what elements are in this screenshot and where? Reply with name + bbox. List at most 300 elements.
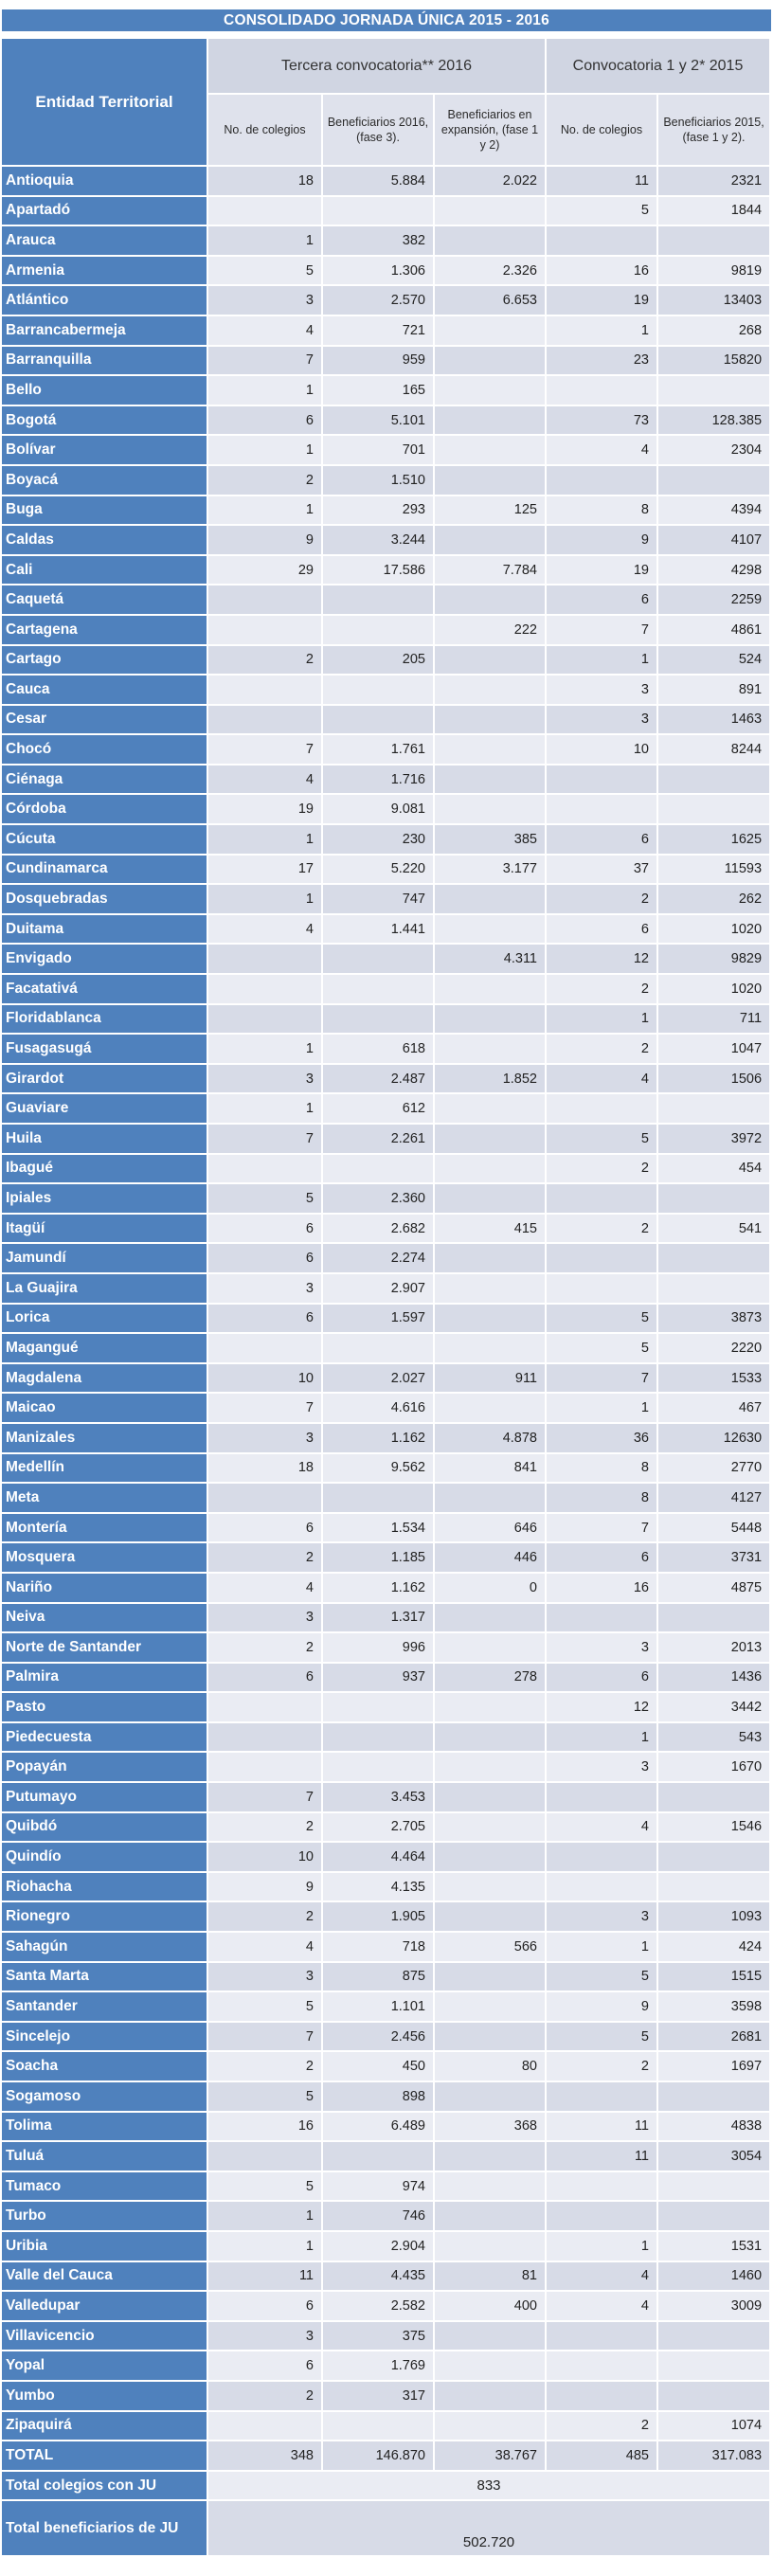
cell-beneficiarios-expansion [435,2202,545,2230]
cell-beneficiarios-2015: 467 [658,1394,769,1422]
cell-colegios-2015: 2 [547,1215,656,1243]
cell-beneficiarios-expansion: 646 [435,1514,545,1542]
table-row [2,585,769,614]
cell-beneficiarios-2015 [658,1783,769,1811]
cell-colegios-2016: 9 [208,526,321,554]
entity-name-cell: Sogamoso [2,2082,207,2111]
cell-colegios-2015: 7 [547,1514,656,1542]
cell-colegios-2015 [547,2172,656,2201]
cell-colegios-2015: 37 [547,856,656,884]
entity-name-cell: Valle del Cauca [2,2262,207,2291]
cell-beneficiarios-2016 [323,585,433,614]
cell-beneficiarios-2015 [658,1274,769,1303]
table-row [2,1873,769,1901]
cell-colegios-2016: 2 [208,466,321,495]
cell-beneficiarios-2015: 15820 [658,347,769,375]
entity-name-cell: Putumayo [2,1783,207,1811]
column-header-no-colegios-2016: No. de colegios [208,95,321,165]
cell-beneficiarios-2016: 612 [323,1094,433,1123]
cell-colegios-2016: 1 [208,1094,321,1123]
entity-name-cell: Chocó [2,735,207,764]
table-row [2,915,769,944]
cell-beneficiarios-expansion [435,975,545,1003]
cell-colegios-2016 [208,1484,321,1512]
cell-colegios-2015: 7 [547,616,656,644]
total-colegios-ju-row [2,2472,769,2500]
cell-colegios-2015: 4 [547,2262,656,2291]
entity-name-cell: Zipaquirá [2,2412,207,2441]
cell-colegios-2015 [547,1274,656,1303]
cell-beneficiarios-2015: 2681 [658,2023,769,2051]
cell-colegios-2016: 3 [208,1065,321,1093]
cell-beneficiarios-expansion: 4.878 [435,1424,545,1452]
entity-name-cell: Magangué [2,1334,207,1362]
entity-name-cell: Dosquebradas [2,885,207,913]
cell-beneficiarios-expansion [435,1125,545,1153]
table-row [2,466,769,495]
table-row [2,1543,769,1572]
cell-beneficiarios-2015: 262 [658,885,769,913]
cell-beneficiarios-2016: 5.101 [323,406,433,435]
cell-beneficiarios-2016: 382 [323,226,433,255]
cell-beneficiarios-2016 [323,1334,433,1362]
cell-beneficiarios-expansion [435,1244,545,1272]
cell-colegios-2016: 2 [208,1543,321,1572]
cell-colegios-2016: 6 [208,406,321,435]
cell-colegios-2016: 1 [208,2202,321,2230]
cell-colegios-2015 [547,1094,656,1123]
cell-beneficiarios-2016: 718 [323,1933,433,1961]
column-header-beneficiarios-expansion: Beneficiarios en expansión, (fase 1 y 2) [435,95,545,165]
cell-beneficiarios-expansion [435,406,545,435]
cell-beneficiarios-2016: 4.135 [323,1873,433,1901]
cell-colegios-2016: 5 [208,2172,321,2201]
cell-beneficiarios-2015: 2304 [658,436,769,464]
cell-colegios-2016: 2 [208,1813,321,1842]
cell-beneficiarios-expansion [435,1035,545,1063]
entity-name-cell: Cartagena [2,616,207,644]
cell-beneficiarios-expansion [435,2023,545,2051]
cell-beneficiarios-2016: 375 [323,2322,433,2351]
entity-name-cell: Floridablanca [2,1005,207,1034]
cell-beneficiarios-2015: 3009 [658,2292,769,2320]
cell-beneficiarios-expansion: 7.784 [435,556,545,585]
cell-colegios-2016 [208,1005,321,1034]
table-row [2,706,769,734]
table-row [2,1604,769,1632]
cell-beneficiarios-2015: 2013 [658,1633,769,1662]
cell-colegios-2016 [208,2412,321,2441]
cell-beneficiarios-2015: 891 [658,676,769,704]
table-row [2,2172,769,2201]
entity-name-cell: Facatativá [2,975,207,1003]
cell-beneficiarios-expansion [435,347,545,375]
cell-colegios-2016: 6 [208,1244,321,1272]
cell-beneficiarios-2015 [658,1184,769,1213]
entity-name-cell: Fusagasugá [2,1035,207,1063]
cell-beneficiarios-2015 [658,2082,769,2111]
table-row [2,1334,769,1362]
cell-beneficiarios-expansion [435,526,545,554]
cell-beneficiarios-2016: 5.220 [323,856,433,884]
cell-beneficiarios-2016 [323,2412,433,2441]
cell-beneficiarios-2015: 1670 [658,1753,769,1781]
total-beneficiarios-2016: 146.870 [323,2441,433,2470]
table-row [2,735,769,764]
entity-name-cell: Apartadó [2,197,207,225]
cell-beneficiarios-expansion: 385 [435,825,545,854]
entity-name-cell: Nariño [2,1574,207,1602]
cell-beneficiarios-2015 [658,1604,769,1632]
cell-beneficiarios-expansion: 278 [435,1664,545,1692]
table-row [2,1693,769,1721]
cell-colegios-2015 [547,1604,656,1632]
cell-beneficiarios-expansion [435,1873,545,1901]
cell-beneficiarios-expansion [435,2082,545,2111]
cell-beneficiarios-2015: 3054 [658,2142,769,2171]
entity-name-cell: Turbo [2,2202,207,2230]
cell-colegios-2015 [547,766,656,794]
entity-name-cell: Barranquilla [2,347,207,375]
cell-beneficiarios-2015: 1460 [658,2262,769,2291]
cell-beneficiarios-2016: 230 [323,825,433,854]
table-row [2,2082,769,2111]
cell-colegios-2015 [547,2322,656,2351]
cell-colegios-2015 [547,1184,656,1213]
cell-colegios-2015: 5 [547,1963,656,1991]
cell-colegios-2015: 2 [547,2052,656,2081]
table-title [2,9,771,31]
cell-beneficiarios-2015 [658,2382,769,2410]
cell-beneficiarios-2015: 1093 [658,1902,769,1931]
cell-beneficiarios-expansion [435,2412,545,2441]
cell-colegios-2015: 8 [547,496,656,525]
cell-beneficiarios-2016: 2.261 [323,1125,433,1153]
cell-colegios-2016: 2 [208,2052,321,2081]
cell-beneficiarios-expansion [435,1633,545,1662]
cell-colegios-2015: 6 [547,915,656,944]
table-row [2,2262,769,2291]
cell-colegios-2015: 12 [547,945,656,973]
cell-colegios-2015 [547,1783,656,1811]
cell-beneficiarios-2016: 3.244 [323,526,433,554]
table-row [2,1664,769,1692]
cell-beneficiarios-2015: 3442 [658,1693,769,1721]
entity-name-cell: Popayán [2,1753,207,1781]
cell-beneficiarios-expansion [435,2142,545,2171]
cell-beneficiarios-2015: 2259 [658,585,769,614]
cell-colegios-2015: 4 [547,1065,656,1093]
entity-name-cell: Tumaco [2,2172,207,2201]
cell-beneficiarios-expansion [435,676,545,704]
cell-colegios-2015: 19 [547,286,656,315]
table-row [2,257,769,285]
cell-colegios-2016: 1 [208,436,321,464]
cell-colegios-2015: 11 [547,2113,656,2141]
cell-beneficiarios-2015: 1074 [658,2412,769,2441]
entity-name-cell: Manizales [2,1424,207,1452]
cell-colegios-2015: 16 [547,1574,656,1602]
table-row [2,1424,769,1452]
cell-beneficiarios-expansion [435,2382,545,2410]
cell-beneficiarios-2016: 3.453 [323,1783,433,1811]
cell-beneficiarios-2016 [323,1723,433,1752]
cell-colegios-2016 [208,975,321,1003]
entity-name-cell: Boyacá [2,466,207,495]
cell-beneficiarios-expansion [435,1334,545,1362]
cell-colegios-2015: 1 [547,2232,656,2261]
entity-name-cell: Yumbo [2,2382,207,2410]
cell-beneficiarios-2016 [323,975,433,1003]
cell-beneficiarios-expansion [435,1305,545,1333]
table-row [2,1633,769,1662]
entity-name-cell: Villavicencio [2,2322,207,2351]
total-beneficiarios-ju-label: Total beneficiarios de JU [2,2501,207,2555]
cell-beneficiarios-2016: 2.456 [323,2023,433,2051]
cell-beneficiarios-expansion: 125 [435,496,545,525]
cell-colegios-2015 [547,2382,656,2410]
total-label-cell: TOTAL [2,2441,207,2470]
cell-beneficiarios-2015 [658,1843,769,1871]
table-row [2,1574,769,1602]
table-row [2,226,769,255]
cell-beneficiarios-2015: 1506 [658,1065,769,1093]
cell-beneficiarios-expansion [435,1813,545,1842]
cell-colegios-2015 [547,795,656,823]
total-colegios-ju-value: 833 [208,2472,769,2500]
cell-beneficiarios-expansion: 81 [435,2262,545,2291]
cell-colegios-2015 [547,2351,656,2380]
table-row [2,1065,769,1093]
cell-beneficiarios-2015: 1625 [658,825,769,854]
cell-beneficiarios-2015: 3598 [658,1992,769,2021]
cell-beneficiarios-expansion [435,1783,545,1811]
cell-beneficiarios-expansion: 400 [435,2292,545,2320]
cell-beneficiarios-2015: 1697 [658,2052,769,2081]
cell-colegios-2015: 4 [547,2292,656,2320]
cell-colegios-2015 [547,466,656,495]
table-row [2,2023,769,2051]
entity-name-cell: Antioquia [2,167,207,195]
cell-beneficiarios-2015: 3873 [658,1305,769,1333]
cell-colegios-2016: 17 [208,856,321,884]
table-row [2,2232,769,2261]
cell-colegios-2016: 1 [208,825,321,854]
cell-beneficiarios-expansion [435,436,545,464]
cell-beneficiarios-expansion [435,1992,545,2021]
cell-beneficiarios-2016: 2.570 [323,286,433,315]
cell-beneficiarios-2016: 17.586 [323,556,433,585]
entity-name-cell: Ciénaga [2,766,207,794]
cell-colegios-2015: 3 [547,676,656,704]
cell-beneficiarios-expansion: 841 [435,1454,545,1483]
entity-name-cell: Atlántico [2,286,207,315]
table-row [2,1005,769,1034]
entity-name-cell: Yopal [2,2351,207,2380]
cell-colegios-2015: 19 [547,556,656,585]
cell-colegios-2015: 2 [547,2412,656,2441]
cell-beneficiarios-expansion: 6.653 [435,286,545,315]
cell-beneficiarios-2015: 4838 [658,2113,769,2141]
cell-colegios-2015: 1 [547,1394,656,1422]
cell-beneficiarios-2015: 541 [658,1215,769,1243]
cell-beneficiarios-2016: 1.306 [323,257,433,285]
cell-beneficiarios-expansion [435,1723,545,1752]
cell-beneficiarios-2015: 3972 [658,1125,769,1153]
entity-name-cell: Duitama [2,915,207,944]
cell-beneficiarios-2016: 2.907 [323,1274,433,1303]
entity-name-cell: Tolima [2,2113,207,2141]
entity-name-cell: Mosquera [2,1543,207,1572]
cell-beneficiarios-2016: 2.904 [323,2232,433,2261]
cell-beneficiarios-2015 [658,2202,769,2230]
entity-name-cell: Huila [2,1125,207,1153]
total-colegios-ju-label: Total colegios con JU [2,2472,207,2500]
total-beneficiarios-ju-value: 502.720 [208,2501,769,2555]
cell-colegios-2015 [547,1873,656,1901]
column-group-convocatoria-1-2-2015: Convocatoria 1 y 2* 2015 [547,39,769,93]
cell-colegios-2015: 5 [547,197,656,225]
table-row [2,436,769,464]
cell-colegios-2015: 3 [547,1902,656,1931]
entity-name-cell: Riohacha [2,1873,207,1901]
cell-beneficiarios-2015: 13403 [658,286,769,315]
cell-beneficiarios-2016: 898 [323,2082,433,2111]
cell-beneficiarios-2015: 1020 [658,975,769,1003]
cell-colegios-2016: 1 [208,496,321,525]
entity-name-cell: Sahagún [2,1933,207,1961]
cell-colegios-2016: 1 [208,226,321,255]
cell-colegios-2015: 5 [547,1125,656,1153]
cell-colegios-2015: 8 [547,1454,656,1483]
total-row [2,2441,769,2470]
table-row [2,1305,769,1333]
cell-beneficiarios-2015: 8244 [658,735,769,764]
entity-name-cell: La Guajira [2,1274,207,1303]
cell-beneficiarios-2016 [323,1693,433,1721]
cell-colegios-2015: 2 [547,975,656,1003]
cell-colegios-2016: 6 [208,1305,321,1333]
cell-beneficiarios-2016: 1.761 [323,735,433,764]
cell-colegios-2016: 6 [208,2292,321,2320]
cell-beneficiarios-2015: 1515 [658,1963,769,1991]
cell-colegios-2015: 1 [547,1933,656,1961]
cell-colegios-2015: 6 [547,825,656,854]
cell-colegios-2015 [547,2082,656,2111]
table-row [2,496,769,525]
cell-colegios-2016: 5 [208,257,321,285]
cell-beneficiarios-2016: 1.769 [323,2351,433,2380]
table-row [2,286,769,315]
cell-beneficiarios-2016 [323,1155,433,1183]
cell-colegios-2015: 2 [547,885,656,913]
table-row [2,556,769,585]
cell-beneficiarios-2015: 4394 [658,496,769,525]
cell-beneficiarios-2016: 747 [323,885,433,913]
cell-beneficiarios-2016: 701 [323,436,433,464]
cell-colegios-2016: 4 [208,915,321,944]
cell-colegios-2016: 3 [208,1274,321,1303]
entity-name-cell: Caquetá [2,585,207,614]
cell-beneficiarios-expansion: 1.852 [435,1065,545,1093]
cell-beneficiarios-2016: 974 [323,2172,433,2201]
cell-colegios-2015: 3 [547,1633,656,1662]
cell-beneficiarios-2016: 1.441 [323,915,433,944]
entity-name-cell: Cesar [2,706,207,734]
cell-beneficiarios-2015: 2770 [658,1454,769,1483]
table-row [2,766,769,794]
table-row [2,2382,769,2410]
cell-beneficiarios-2015: 12630 [658,1424,769,1452]
table-row [2,2351,769,2380]
table-row [2,1125,769,1153]
cell-beneficiarios-2016 [323,2142,433,2171]
cell-beneficiarios-2016: 5.884 [323,167,433,195]
cell-beneficiarios-expansion [435,1963,545,1991]
cell-beneficiarios-2016: 4.435 [323,2262,433,2291]
entity-name-cell: Cartago [2,646,207,675]
cell-colegios-2016: 2 [208,1902,321,1931]
cell-colegios-2015: 3 [547,1753,656,1781]
entity-name-cell: Bello [2,376,207,405]
table-row [2,1394,769,1422]
cell-beneficiarios-2016: 165 [323,376,433,405]
cell-colegios-2016: 2 [208,1633,321,1662]
table-row [2,1274,769,1303]
entity-name-cell: Santander [2,1992,207,2021]
cell-beneficiarios-2015: 4861 [658,616,769,644]
cell-colegios-2015: 7 [547,1364,656,1393]
cell-colegios-2016 [208,1753,321,1781]
cell-colegios-2015: 12 [547,1693,656,1721]
table-row [2,1035,769,1063]
table-row [2,795,769,823]
table-row [2,2113,769,2141]
table-row [2,1783,769,1811]
cell-colegios-2016: 7 [208,735,321,764]
cell-colegios-2015: 4 [547,436,656,464]
table-row [2,197,769,225]
cell-beneficiarios-2015 [658,1244,769,1272]
cell-colegios-2016: 7 [208,1783,321,1811]
table-row [2,376,769,405]
cell-beneficiarios-expansion: 368 [435,2113,545,2141]
cell-colegios-2015: 1 [547,1723,656,1752]
cell-beneficiarios-2016: 746 [323,2202,433,2230]
cell-colegios-2016: 7 [208,1394,321,1422]
table-row [2,1155,769,1183]
cell-beneficiarios-2016: 721 [323,316,433,345]
cell-colegios-2016: 5 [208,2082,321,2111]
cell-colegios-2016 [208,1693,321,1721]
consolidado-jornada-unica-table [0,37,771,2557]
table-row [2,1184,769,1213]
cell-colegios-2016: 6 [208,1215,321,1243]
cell-beneficiarios-expansion [435,1604,545,1632]
entity-name-cell: Montería [2,1514,207,1542]
table-title-text: CONSOLIDADO JORNADA ÚNICA 2015 - 2016 [224,11,549,28]
entity-name-cell: Itagüí [2,1215,207,1243]
cell-colegios-2016: 2 [208,2382,321,2410]
entity-name-cell: Córdoba [2,795,207,823]
cell-beneficiarios-expansion [435,585,545,614]
cell-beneficiarios-2015: 424 [658,1933,769,1961]
column-group-tercera-convocatoria-2016: Tercera convocatoria** 2016 [208,39,545,93]
table-row [2,1723,769,1752]
entity-name-cell: Tuluá [2,2142,207,2171]
table-row [2,2322,769,2351]
cell-beneficiarios-2015 [658,795,769,823]
